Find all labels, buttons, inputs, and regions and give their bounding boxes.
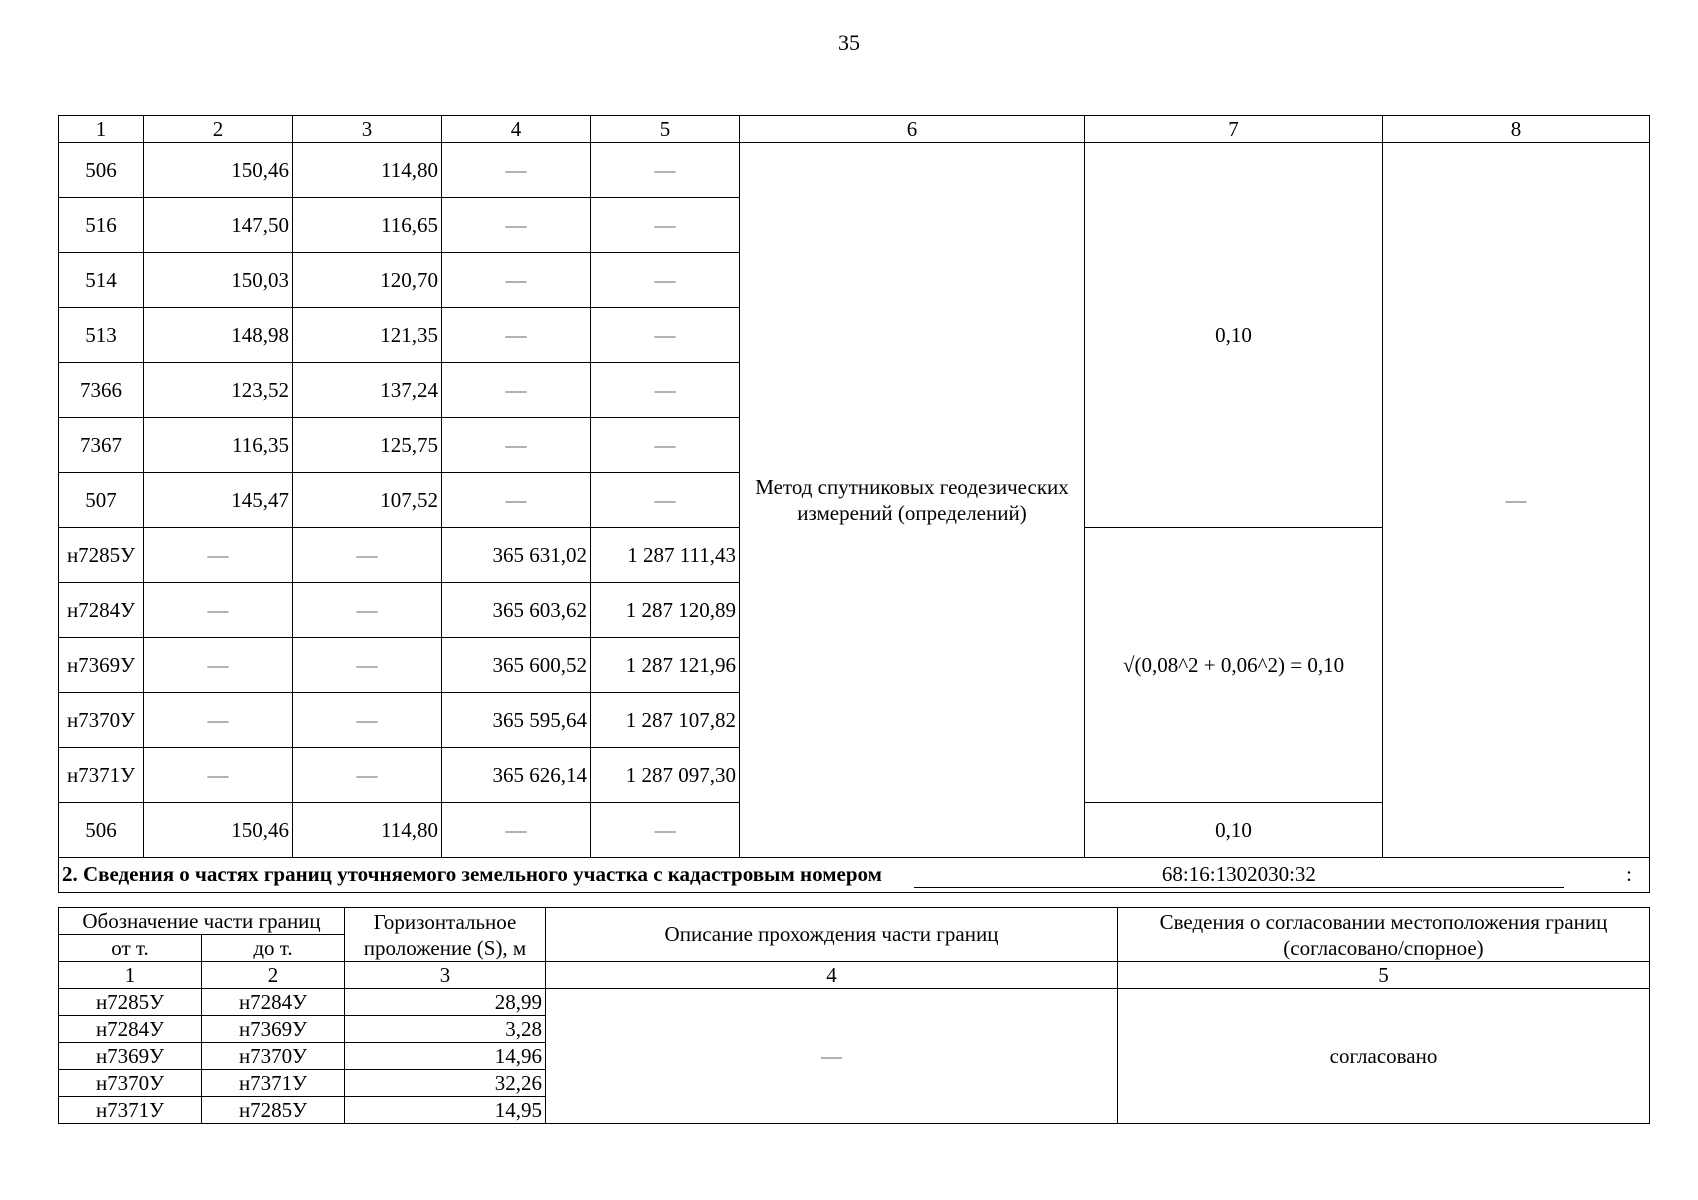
to-point: н7369У: [202, 1016, 345, 1043]
x-old: —: [144, 638, 293, 693]
horizontal-length-header: Горизонтальное проложение (S), м: [345, 908, 546, 962]
point-name: 513: [59, 308, 144, 363]
column-number: 4: [546, 962, 1118, 989]
y-new: 1 287 097,30: [591, 748, 740, 803]
column-number: 1: [59, 962, 202, 989]
y-old: 114,80: [293, 143, 442, 198]
agreement-value: согласовано: [1118, 989, 1650, 1124]
x-old: —: [144, 693, 293, 748]
method-cell: Метод спутниковых геодезических измерений (определений): [740, 143, 1085, 858]
y-old: 114,80: [293, 803, 442, 858]
column-number: 3: [293, 116, 442, 143]
table-row: [59, 989, 1650, 1016]
column-number: 2: [144, 116, 293, 143]
y-new: —: [591, 308, 740, 363]
x-new: —: [442, 418, 591, 473]
accuracy-cell: 0,10: [1085, 143, 1383, 528]
point-name: 514: [59, 253, 144, 308]
column-number: 6: [740, 116, 1085, 143]
point-name: 516: [59, 198, 144, 253]
y-new: —: [591, 418, 740, 473]
x-old: 116,35: [144, 418, 293, 473]
x-old: —: [144, 583, 293, 638]
x-new: —: [442, 308, 591, 363]
accuracy-cell: 0,10: [1085, 803, 1383, 858]
length-value: 3,28: [345, 1016, 546, 1043]
point-name: 507: [59, 473, 144, 528]
from-point: н7371У: [59, 1097, 202, 1124]
y-old: 125,75: [293, 418, 442, 473]
x-old: 147,50: [144, 198, 293, 253]
y-old: —: [293, 583, 442, 638]
length-value: 14,95: [345, 1097, 546, 1124]
x-new: 365 631,02: [442, 528, 591, 583]
to-point: н7285У: [202, 1097, 345, 1124]
column-8-cell: —: [1383, 143, 1650, 858]
y-new: 1 287 121,96: [591, 638, 740, 693]
to-point: н7370У: [202, 1043, 345, 1070]
x-new: —: [442, 803, 591, 858]
header-row: [59, 908, 1650, 935]
x-old: 150,46: [144, 143, 293, 198]
x-new: —: [442, 198, 591, 253]
from-point: н7370У: [59, 1070, 202, 1097]
section-2-title-row: [59, 858, 1650, 893]
y-new: 1 287 111,43: [591, 528, 740, 583]
section-2-suffix: :: [1626, 862, 1632, 886]
boundary-parts-table: [58, 907, 1650, 1124]
column-number: 7: [1085, 116, 1383, 143]
column-number: 1: [59, 116, 144, 143]
length-value: 28,99: [345, 989, 546, 1016]
column-number: 8: [1383, 116, 1650, 143]
y-new: —: [591, 143, 740, 198]
y-new: —: [591, 803, 740, 858]
y-new: —: [591, 198, 740, 253]
from-point: н7369У: [59, 1043, 202, 1070]
cadastral-number: 68:16:1302030:32: [914, 862, 1564, 888]
length-value: 32,26: [345, 1070, 546, 1097]
point-name: 7366: [59, 363, 144, 418]
point-name: н7371У: [59, 748, 144, 803]
x-new: —: [442, 143, 591, 198]
y-old: —: [293, 693, 442, 748]
part-designation-header: Обозначение части границ: [59, 908, 345, 935]
y-new: —: [591, 363, 740, 418]
x-new: —: [442, 253, 591, 308]
y-new: —: [591, 473, 740, 528]
point-name: н7369У: [59, 638, 144, 693]
from-point: н7285У: [59, 989, 202, 1016]
x-old: 148,98: [144, 308, 293, 363]
from-point: н7284У: [59, 1016, 202, 1043]
description-value: —: [546, 989, 1118, 1124]
column-number: 2: [202, 962, 345, 989]
point-name: н7370У: [59, 693, 144, 748]
x-old: —: [144, 528, 293, 583]
table-row: [59, 143, 1650, 198]
point-name: 506: [59, 143, 144, 198]
x-old: 150,03: [144, 253, 293, 308]
y-new: —: [591, 253, 740, 308]
x-new: 365 603,62: [442, 583, 591, 638]
to-point: н7284У: [202, 989, 345, 1016]
x-old: 145,47: [144, 473, 293, 528]
coordinates-table: [58, 115, 1650, 893]
accuracy-formula-cell: √(0,08^2 + 0,06^2) = 0,10: [1085, 528, 1383, 803]
y-old: 137,24: [293, 363, 442, 418]
column-number: 4: [442, 116, 591, 143]
to-header: до т.: [202, 935, 345, 962]
x-old: —: [144, 748, 293, 803]
y-old: 121,35: [293, 308, 442, 363]
column-number: 5: [591, 116, 740, 143]
x-old: 123,52: [144, 363, 293, 418]
x-new: 365 626,14: [442, 748, 591, 803]
description-header: Описание прохождения части границ: [546, 908, 1118, 962]
y-new: 1 287 107,82: [591, 693, 740, 748]
column-number-row: [59, 116, 1650, 143]
column-number: 5: [1118, 962, 1650, 989]
x-new: 365 595,64: [442, 693, 591, 748]
y-old: —: [293, 528, 442, 583]
point-name: 7367: [59, 418, 144, 473]
x-old: 150,46: [144, 803, 293, 858]
point-name: н7284У: [59, 583, 144, 638]
from-header: от т.: [59, 935, 202, 962]
length-value: 14,96: [345, 1043, 546, 1070]
y-old: —: [293, 748, 442, 803]
agreement-header: Сведения о согласовании местоположения границ (согласовано/спорное): [1118, 908, 1650, 962]
page-number: 35: [838, 30, 860, 55]
to-point: н7371У: [202, 1070, 345, 1097]
column-number-row: [59, 962, 1650, 989]
x-new: 365 600,52: [442, 638, 591, 693]
x-new: —: [442, 473, 591, 528]
y-new: 1 287 120,89: [591, 583, 740, 638]
y-old: 116,65: [293, 198, 442, 253]
column-number: 3: [345, 962, 546, 989]
point-name: 506: [59, 803, 144, 858]
section-2-title-text: 2. Сведения о частях границ уточняемого земельного участка с кадастровым номером: [62, 862, 882, 886]
x-new: —: [442, 363, 591, 418]
section-2-title: [59, 858, 1650, 893]
y-old: 107,52: [293, 473, 442, 528]
y-old: —: [293, 638, 442, 693]
y-old: 120,70: [293, 253, 442, 308]
point-name: н7285У: [59, 528, 144, 583]
